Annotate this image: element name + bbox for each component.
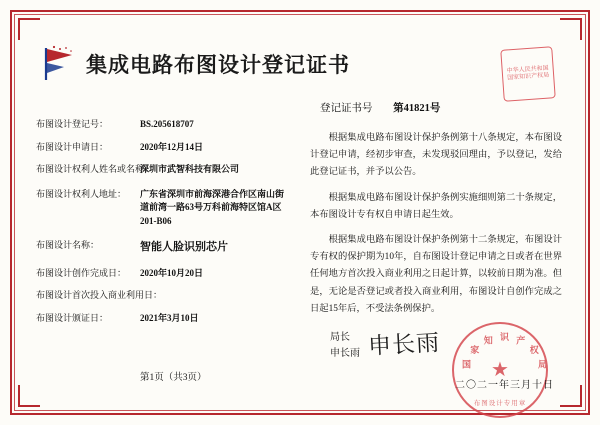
top-right-seal-stamp: [500, 46, 556, 102]
field-row: [36, 289, 286, 303]
legal-paragraph: 根据集成电路布图设计保护条例第十八条规定，本布图设计登记申请，经初步审查，未发现驳回理由，予以登记，发给此登记证书，并予以公告。: [310, 133, 562, 178]
field-value: 深圳市武智科技有限公司: [140, 164, 240, 174]
field-row: [36, 141, 286, 155]
registration-number-line: [320, 100, 440, 115]
star-icon: ★: [491, 359, 509, 381]
field-row: [36, 267, 286, 281]
handwritten-signature: 申长雨: [367, 330, 441, 359]
legal-paragraph: 根据集成电路布图设计保护条例第十二条规定，布图设计专有权的保护期为10年，自布图设计登记申请之日或者在世界任何地方首次投入商业利用之日起计算，以较前日期为准。但是，无论是否登记或者投入商业利用，布图设计自创作完成之日起15年后，不受法条例保护。: [310, 234, 562, 314]
field-row: [36, 239, 286, 256]
round-seal-ring-text: 国 家 知 识 产 权 局: [461, 332, 548, 370]
field-row: [36, 118, 286, 132]
field-label: 布图设计颁证日：: [36, 312, 109, 323]
field-row: [36, 312, 286, 326]
registration-number-label: 登记证书号: [320, 103, 373, 114]
flag-emblem-icon: [38, 44, 80, 84]
corner-ornament-bottom-left: [18, 385, 40, 407]
legal-body-text: [310, 130, 562, 326]
field-value: 广东省深圳市前海深港合作区南山街道前湾一路63号万科前海特区馆A区201-B06: [140, 188, 285, 226]
issue-date: 二〇二一年三月十日: [455, 380, 554, 391]
signer-name-label: 申长雨: [330, 348, 360, 359]
field-label: 布图设计登记号：: [36, 119, 109, 129]
field-label: 布图设计申请日：: [36, 141, 109, 152]
field-list: [36, 118, 286, 334]
field-value: 2020年10月20日: [140, 267, 204, 278]
field-value: 智能人脸识别芯片: [140, 241, 228, 253]
field-value: 2021年3月10日: [140, 312, 199, 323]
official-round-seal: [452, 322, 548, 418]
page-number-footer: 第1页（共3页）: [140, 373, 207, 383]
field-row: [36, 163, 286, 177]
registration-number-value: 第41821号: [393, 103, 441, 114]
field-label: 布图设计创作完成日：: [36, 267, 127, 278]
signer-role-label: 局长: [330, 332, 350, 343]
corner-ornament-top-left: [18, 18, 40, 40]
field-value: 2020年12月14日: [140, 141, 204, 152]
signature-block: [330, 330, 360, 362]
legal-paragraph: 根据集成电路布图设计保护条例实施细则第二十条规定，本布图设计专有权自申请日起生效。: [310, 192, 562, 220]
field-label: 布图设计权利人地址：: [36, 188, 127, 199]
field-label: 布图设计名称：: [36, 240, 100, 250]
field-row: [36, 188, 286, 229]
field-label: 布图设计权利人姓名或名称：: [36, 164, 154, 174]
field-label: 布图设计首次投入商业利用日：: [36, 290, 163, 300]
title-row: [38, 44, 350, 84]
corner-ornament-top-right: [560, 18, 582, 40]
page-title: 集成电路布图设计登记证书: [86, 53, 350, 77]
field-value: BS.205618707: [140, 119, 194, 129]
corner-ornament-bottom-right: [560, 385, 582, 407]
round-seal-bottom-text: 布图设计专用章: [473, 400, 527, 407]
top-seal-text: 中华人民共和国 国家知识产权局: [506, 65, 550, 82]
